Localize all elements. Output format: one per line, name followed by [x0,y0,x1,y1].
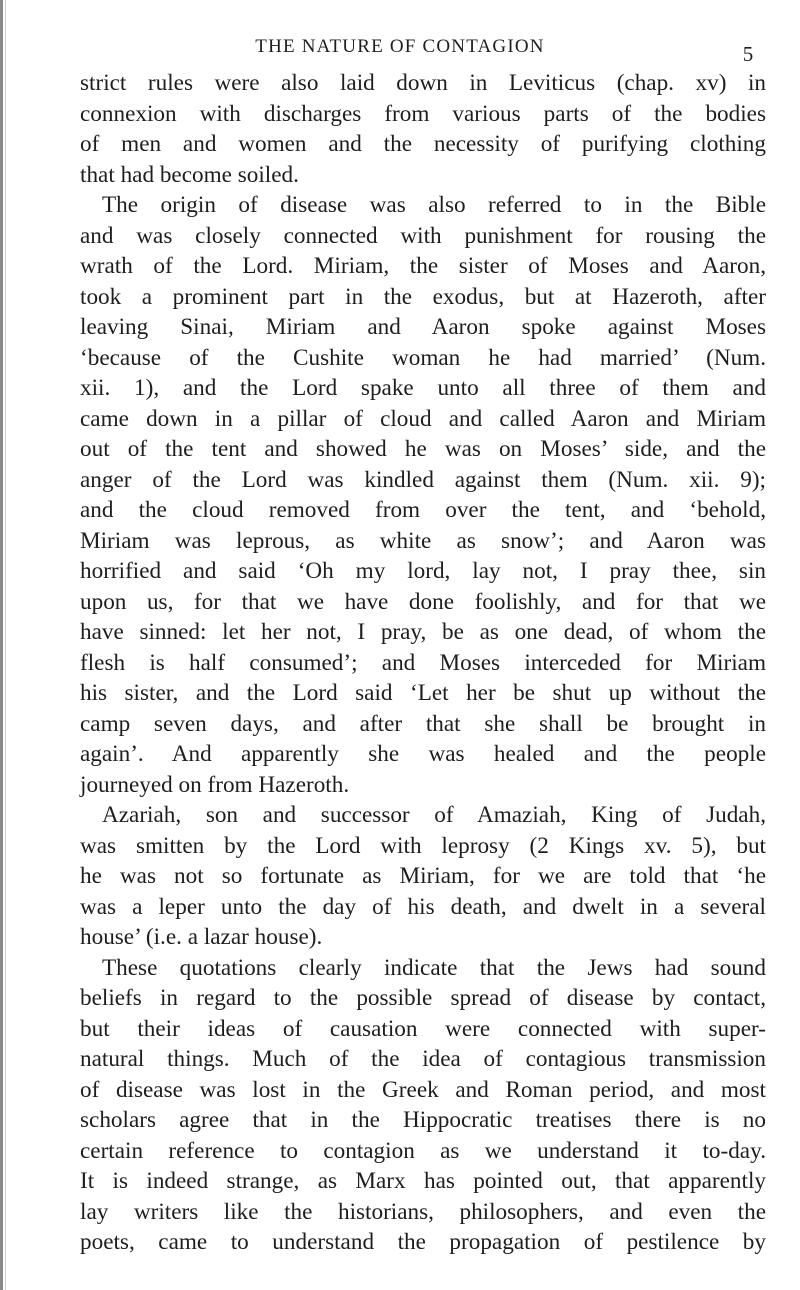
text-line: house’ (i.e. a lazar house). [80,924,323,950]
text-line: wrath of the Lord. Miriam, the sister of Moses and Aaron, [80,253,766,279]
text-line: lay writers like the historians, philosophers, and even the [80,1198,766,1225]
text-line: xii. 1), and the Lord spake unto all three of them and [80,375,766,401]
text-line: of disease was lost in the Greek and Roman period, and most [80,1076,766,1103]
text-line: connexion with discharges from various parts of the bodies [80,100,766,127]
text-line: that had become soiled. [80,161,299,188]
text-line: natural things. Much of the idea of contagious transmission [80,1046,766,1072]
text-line: scholars agree that in the Hippocratic treatises there is no [80,1107,766,1133]
text-line: certain reference to contagion as we understand it to-day. [80,1137,766,1164]
text-line: but their ideas of causation were connected with super- [80,1015,766,1042]
text-line: took a prominent part in the exodus, but at Hazeroth, after [80,283,766,310]
text-line: These quotations clearly indicate that the Jews had sound [102,954,766,981]
text-line: he was not so fortunate as Miriam, for we are told that ‘he [80,863,766,889]
page-number: 5 [742,42,754,66]
body-text [80,68,766,1258]
text-line: leaving Sinai, Miriam and Aaron spoke against Moses [80,314,766,340]
text-line: came down in a pillar of cloud and called Aaron and Miriam [80,405,766,432]
text-line: The origin of disease was also referred to in the Bible [102,192,766,218]
text-line: camp seven days, and after that she shall be brought in [80,710,766,737]
text-line: his sister, and the Lord said ‘Let her be shut up without the [80,680,766,706]
text-line: again’. And apparently she was healed and the people [80,741,766,767]
text-line: upon us, for that we have done foolishly, and for that we [80,588,766,615]
text-line: Miriam was leprous, as white as snow’; and Aaron was [80,527,766,554]
running-head: THE NATURE OF CONTAGION [255,36,545,57]
text-line: anger of the Lord was kindled against them (Num. xii. 9); [80,466,766,493]
text-line: It is indeed strange, as Marx has pointed out, that apparently [80,1168,766,1194]
text-line: horrified and said ‘Oh my lord, lay not, I pray thee, sin [80,558,766,584]
text-line: beliefs in regard to the possible spread of disease by contact, [80,985,766,1011]
text-line: and was closely connected with punishment for rousing the [80,222,766,249]
text-line: of men and women and the necessity of purifying clothing [80,131,766,157]
text-line: journeyed on from Hazeroth. [80,771,350,798]
text-line: strict rules were also laid down in Leviticus (chap. xv) in [80,70,766,96]
text-line: was a leper unto the day of his death, and dwelt in a several [80,893,766,920]
text-line: and the cloud removed from over the tent, and ‘behold, [80,497,766,523]
text-line: have sinned: let her not, I pray, be as one dead, of whom the [80,619,766,645]
page-edge-shadow [0,0,3,1290]
text-line: ‘because of the Cushite woman he had married’ (Num. [80,344,766,371]
page-edge-line [5,0,6,1290]
text-line: flesh is half consumed’; and Moses interceded for Miriam [80,649,766,676]
text-line: Azariah, son and successor of Amaziah, King of Judah, [102,802,766,828]
text-line: poets, came to understand the propagation of pestilence by [80,1229,766,1255]
text-line: was smitten by the Lord with leprosy (2 Kings xv. 5), but [80,832,766,859]
text-line: out of the tent and showed he was on Moses’ side, and the [80,436,766,462]
